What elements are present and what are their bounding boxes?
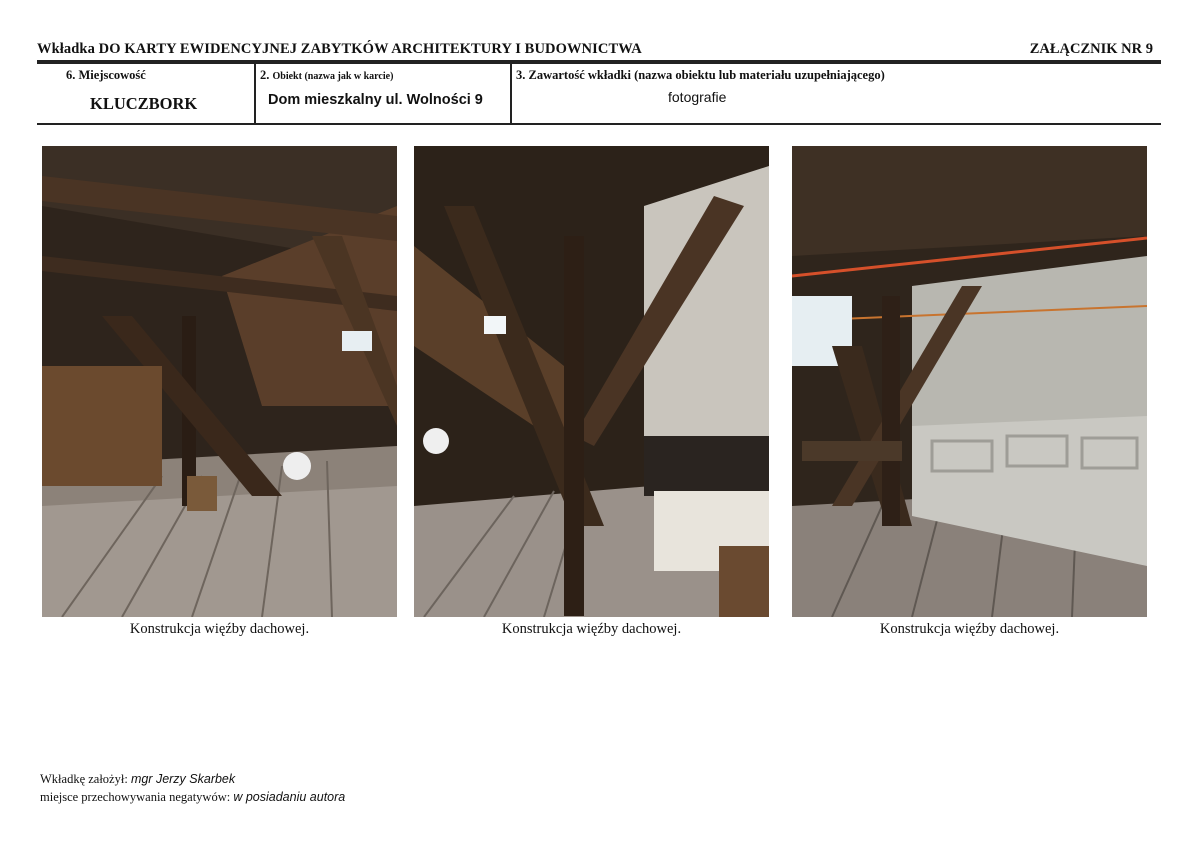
photo-3 [792,146,1147,617]
fields-bottom-rule [37,123,1161,125]
locality-label: 6. Miejscowość [66,68,146,82]
content-value: fotografie [668,89,727,105]
photo-1 [42,146,397,617]
document-title: Wkładka DO KARTY EWIDENCYJNEJ ZABYTKÓW ARCHITEKTURY I BUDOWNICTWA [37,41,642,57]
author-value: mgr Jerzy Skarbek [130,772,236,786]
author-label: Wkładkę założył: [40,772,128,786]
attic-photo-2 [414,146,769,617]
locality-value: KLUCZBORK [90,94,198,113]
object-label-number: 2. [260,68,270,82]
header-rule [37,60,1161,64]
attic-photo-1 [42,146,397,617]
photo-2 [414,146,769,617]
photo-2-caption: Konstrukcja więźby dachowej. [501,621,682,637]
negatives-value: w posiadaniu autora [233,790,346,804]
content-label: 3. Zawartość wkładki (nazwa obiektu lub materiału uzupełniającego) [516,68,885,82]
author-line [40,772,235,787]
object-label [260,68,393,83]
negatives-label: miejsce przechowywania negatywów: [40,790,231,804]
object-value: Dom mieszkalny ul. Wolności 9 [268,92,483,108]
attic-photo-3 [792,146,1147,617]
photo-1-caption: Konstrukcja więźby dachowej. [129,621,310,637]
negatives-line [40,790,345,805]
field-divider [510,64,512,124]
annex-number: ZAŁĄCZNIK NR 9 [1029,41,1153,57]
object-label-hint: Obiekt (nazwa jak w karcie) [272,71,394,82]
field-divider [254,64,256,124]
photo-3-caption: Konstrukcja więźby dachowej. [879,621,1060,637]
